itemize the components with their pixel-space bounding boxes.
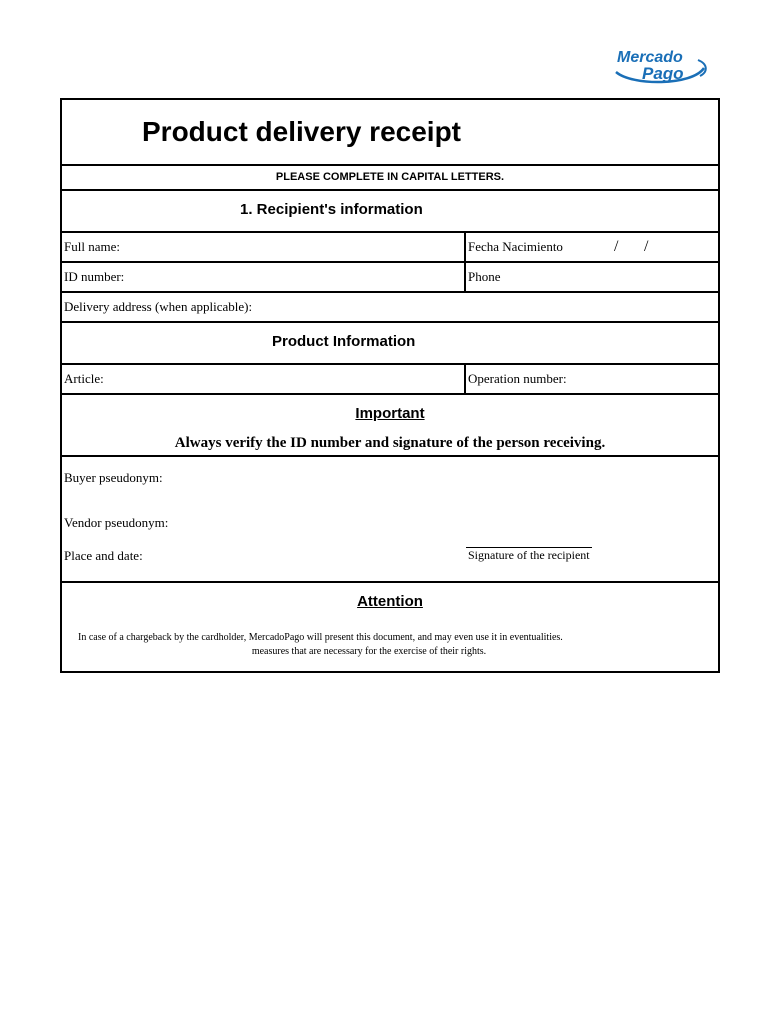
operation-number-label: Operation number: (468, 371, 567, 386)
attention-notice (62, 583, 718, 671)
delivery-address-label: Delivery address (when applicable): (64, 299, 253, 314)
full-name-label: Full name: (64, 239, 120, 254)
phone-label: Phone (468, 269, 501, 284)
capital-letters-notice: PLEASE COMPLETE IN CAPITAL LETTERS. (275, 171, 505, 183)
article-label: Article: (64, 371, 104, 386)
date-separator-1: / (614, 238, 619, 255)
article-operation-row (62, 365, 718, 395)
place-date-label[interactable]: Place and date: (64, 548, 143, 563)
article-field[interactable] (62, 365, 466, 393)
logo-text-pago: Pago (642, 64, 684, 83)
buyer-pseudonym-label[interactable]: Buyer pseudonym: (64, 470, 163, 485)
signature-section (62, 457, 718, 583)
date-separator-2: / (644, 238, 649, 255)
attention-text-line2: measures that are necessary for the exercise of their rights. (251, 646, 487, 657)
notice-row (62, 166, 718, 191)
name-birthdate-row (62, 233, 718, 263)
product-section-title: Product Information (272, 333, 416, 350)
delivery-address-field[interactable] (62, 293, 718, 321)
page-title: Product delivery receipt (142, 116, 462, 147)
verify-id-text: Always verify the ID number and signature of the person receiving. (174, 435, 606, 451)
product-section-header (62, 323, 718, 365)
delivery-receipt-form (60, 98, 720, 673)
signature-label: Signature of the recipient (468, 548, 590, 562)
full-name-field[interactable] (62, 233, 466, 261)
id-number-label: ID number: (64, 269, 125, 284)
recipient-section-title: 1. Recipient's information (240, 201, 423, 218)
vendor-pseudonym-label[interactable]: Vendor pseudonym: (64, 515, 169, 530)
id-phone-row (62, 263, 718, 293)
birth-date-field[interactable] (466, 233, 718, 261)
logo-text-mercado: Mercado (617, 49, 683, 66)
birth-date-label: Fecha Nacimiento (468, 239, 563, 254)
title-row (62, 100, 718, 166)
attention-title: Attention (357, 593, 423, 610)
attention-text-line1: In case of a chargeback by the cardholder, MercadoPago will present this document, and may even use it in eventualities. (78, 632, 563, 643)
phone-field[interactable] (466, 263, 718, 291)
id-number-field[interactable] (62, 263, 466, 291)
important-title: Important (355, 405, 425, 422)
delivery-address-row (62, 293, 718, 323)
recipient-section-header (62, 191, 718, 233)
important-notice (62, 395, 718, 457)
mercado-pago-logo (612, 46, 712, 86)
operation-number-field[interactable] (466, 365, 718, 393)
